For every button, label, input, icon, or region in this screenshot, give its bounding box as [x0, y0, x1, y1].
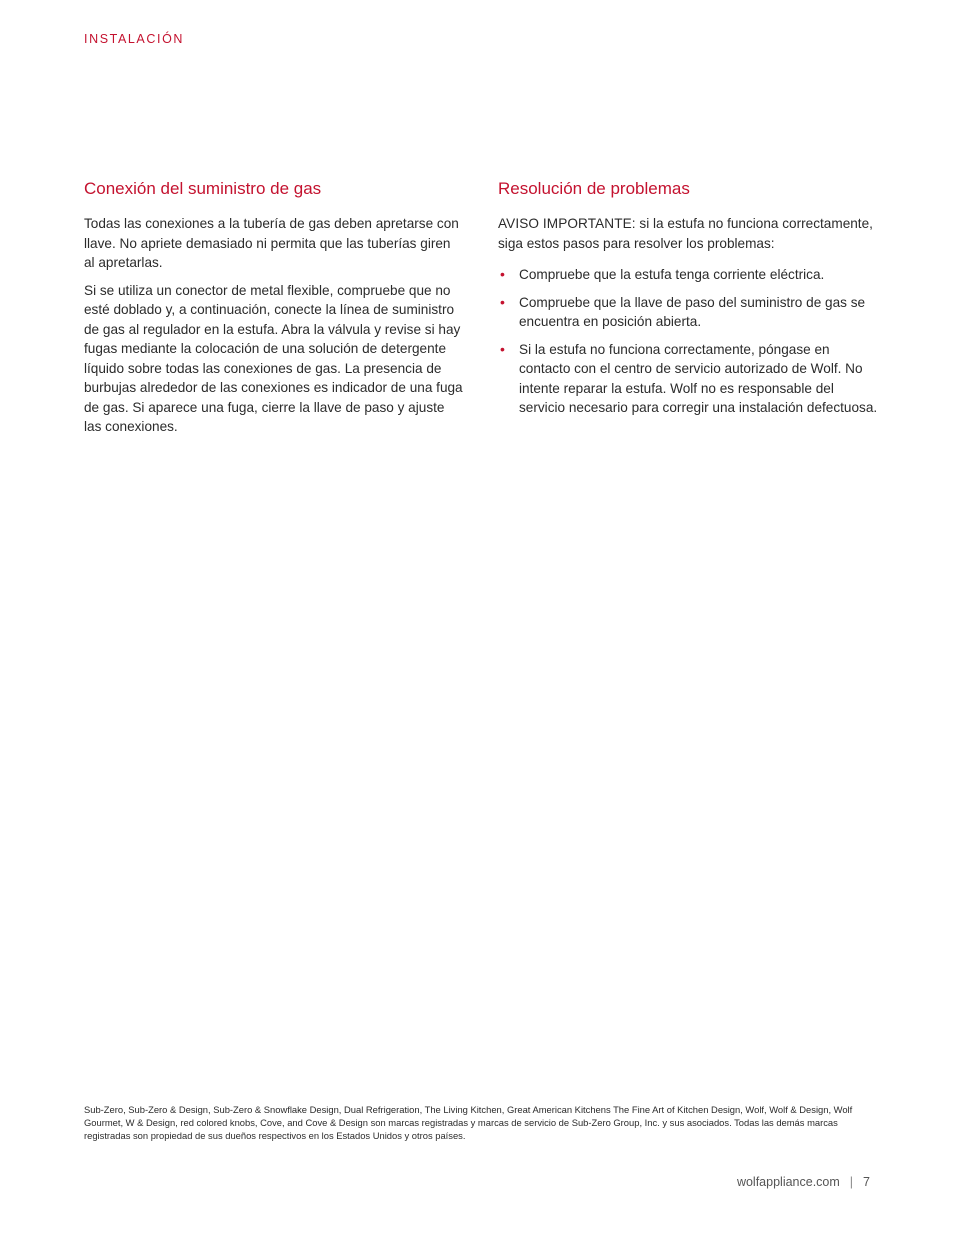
gas-connection-paragraph-1: Todas las conexiones a la tubería de gas deben apretarse con llave. No apriete demasiado ni permita que las tuberías giren al apretarlas.	[84, 216, 459, 270]
list-item	[498, 293, 878, 332]
list-item	[498, 265, 878, 285]
page-footer	[737, 1175, 870, 1189]
page-number: 7	[863, 1175, 870, 1189]
website-url: wolfappliance.com	[736, 1175, 840, 1189]
troubleshooting-section	[498, 178, 878, 426]
section-label: INSTALACIÓN	[84, 32, 185, 46]
list-item-text: Si la estufa no funciona correctamente, póngase en contacto con el centro de servicio autorizado de Wolf. No intente reparar la estufa. Wolf no es responsable del servicio necesario para corregir una instalación defectuosa.	[519, 341, 878, 415]
bullet-icon: •	[500, 293, 505, 310]
trademark-legal-notice: Sub-Zero, Sub-Zero & Design, Sub-Zero & Snowflake Design, Dual Refrigeration, The Living Kitchen, Great American Kitchens The Fine Art of Kitchen Design, Wolf, Wolf & Design, Wolf Gourmet, W & Design, red colored knobs, Cove, and Cove & Design son marcas registradas y marcas de servicio de Sub-Zero Group, Inc. y sus asociados. Todas las demás marcas registradas son propiedad de sus dueños respectivos en los Estados Unidos y otros países.	[84, 1104, 853, 1141]
list-item-text: Compruebe que la estufa tenga corriente eléctrica.	[519, 267, 825, 282]
gas-connection-title: Conexión del suministro de gas	[84, 179, 322, 198]
list-item-text: Compruebe que la llave de paso del suministro de gas se encuentra en posición abierta.	[519, 294, 866, 329]
troubleshooting-title: Resolución de problemas	[498, 179, 690, 198]
gas-connection-section	[84, 178, 464, 445]
bullet-icon: •	[500, 340, 505, 357]
important-notice-label: AVISO IMPORTANTE:	[498, 216, 636, 231]
gas-connection-paragraph-2: Si se utiliza un conector de metal flexible, compruebe que no esté doblado y, a continuación, conecte la línea de suministro de gas al regulador en la estufa. Abra la válvula y revise si hay fugas mediante la colocación de una solución de detergente líquido sobre todas las conexiones de gas. La presencia de burbujas alrededor de las conexiones es indicador de una fuga de gas. Si aparece una fuga, cierre la llave de paso y ajuste las conexiones.	[84, 282, 463, 434]
footer-separator: |	[849, 1175, 854, 1189]
bullet-icon: •	[500, 266, 505, 282]
troubleshooting-list	[498, 265, 878, 418]
troubleshooting-intro	[498, 214, 878, 253]
list-item	[498, 340, 878, 418]
important-notice-text: si la estufa no funciona correctamente, siga estos pasos para resolver los problemas:	[498, 216, 873, 251]
